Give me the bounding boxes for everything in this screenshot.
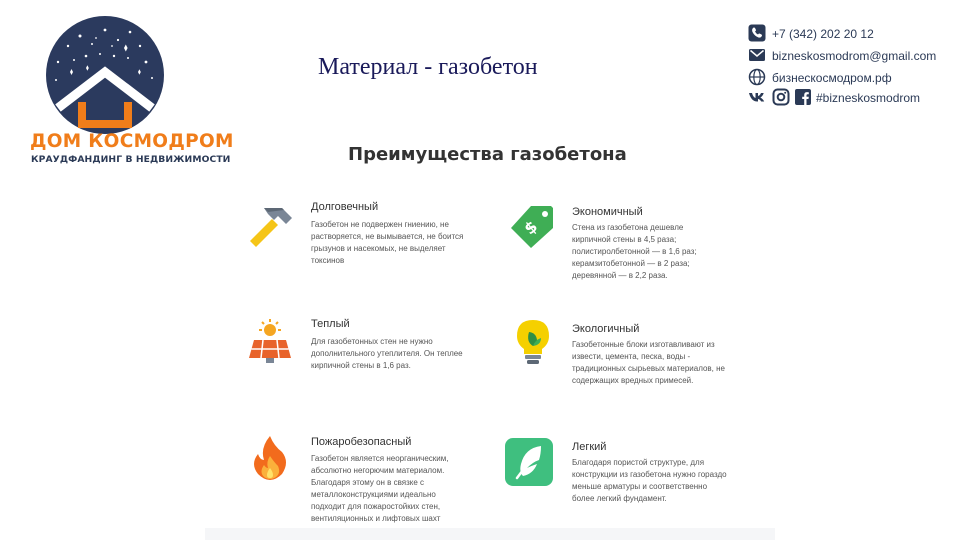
feature-title: Экономичный — [572, 206, 643, 218]
facebook-icon[interactable] — [794, 88, 812, 106]
fire-icon — [246, 434, 294, 482]
vk-icon[interactable] — [748, 88, 766, 106]
feature-title: Легкий — [572, 441, 607, 453]
feature-description: Газобетон является неорганическим, абсолютно негорючим материалом. Благодаря этому он в связке с металлоконструкциями идеально подходит для пожаростойких стен, вентиляционных и лифтовых шахт — [311, 454, 449, 523]
slide-title: Материал - газобетон — [318, 54, 538, 80]
bottom-band — [205, 528, 775, 540]
brand-name: ДОМ КОСМОДРОМ — [30, 131, 234, 152]
phone-text: +7 (342) 202 20 12 — [772, 27, 874, 41]
social-handle: #bizneskosmodrom — [816, 91, 921, 105]
feature-title: Долговечный — [311, 201, 379, 213]
email-icon — [748, 46, 766, 64]
feature-description: Газобетонные блоки изготавливают из извести, цемента, песка, воды - традиционных сырьевых материалов, не содержащих вредных примесей. — [572, 340, 725, 385]
feature-description: Стена из газобетона дешевле кирпичной стены в 4,5 раза; полистиролбетонной — в 1,6 раз; керамзитобетонной — в 2 раза; деревянной — в 2,2 раза. — [572, 223, 697, 280]
svg-text:$: $ — [520, 216, 542, 239]
price-tag-icon — [509, 202, 557, 250]
feather-icon — [505, 438, 553, 486]
email-text: bizneskosmodrom@gmail.com — [772, 49, 937, 63]
feature-title: Экологичный — [572, 323, 640, 335]
eco-bulb-icon — [509, 318, 557, 366]
globe-icon — [748, 68, 766, 86]
feature-description: Благодаря пористой структуре, для конструкции из газобетона нужно гораздо меньше арматуры и соответственно более легкий фундамент. — [572, 458, 727, 503]
solar-panel-icon — [246, 318, 294, 366]
feature-description: Газобетон не подвержен гниению, не растворяется, не вымывается, не боится грызунов и насекомых, не выделяет токсинов — [311, 220, 464, 265]
brand-tagline: КРАУДФАНДИНГ В НЕДВИЖИМОСТИ — [31, 154, 231, 165]
website-text: бизнескосмодром.рф — [772, 71, 892, 85]
phone-icon — [748, 24, 766, 42]
feature-description: Для газобетонных стен не нужно дополнительного утеплителя. Он теплее кирпичной стены в 1,6 раз. — [311, 337, 463, 370]
hammer-icon — [246, 202, 294, 250]
feature-title: Пожаробезопасный — [311, 436, 412, 448]
feature-title: Теплый — [311, 318, 350, 330]
instagram-icon[interactable] — [772, 88, 790, 106]
section-title: Преимущества газобетона — [348, 144, 627, 165]
